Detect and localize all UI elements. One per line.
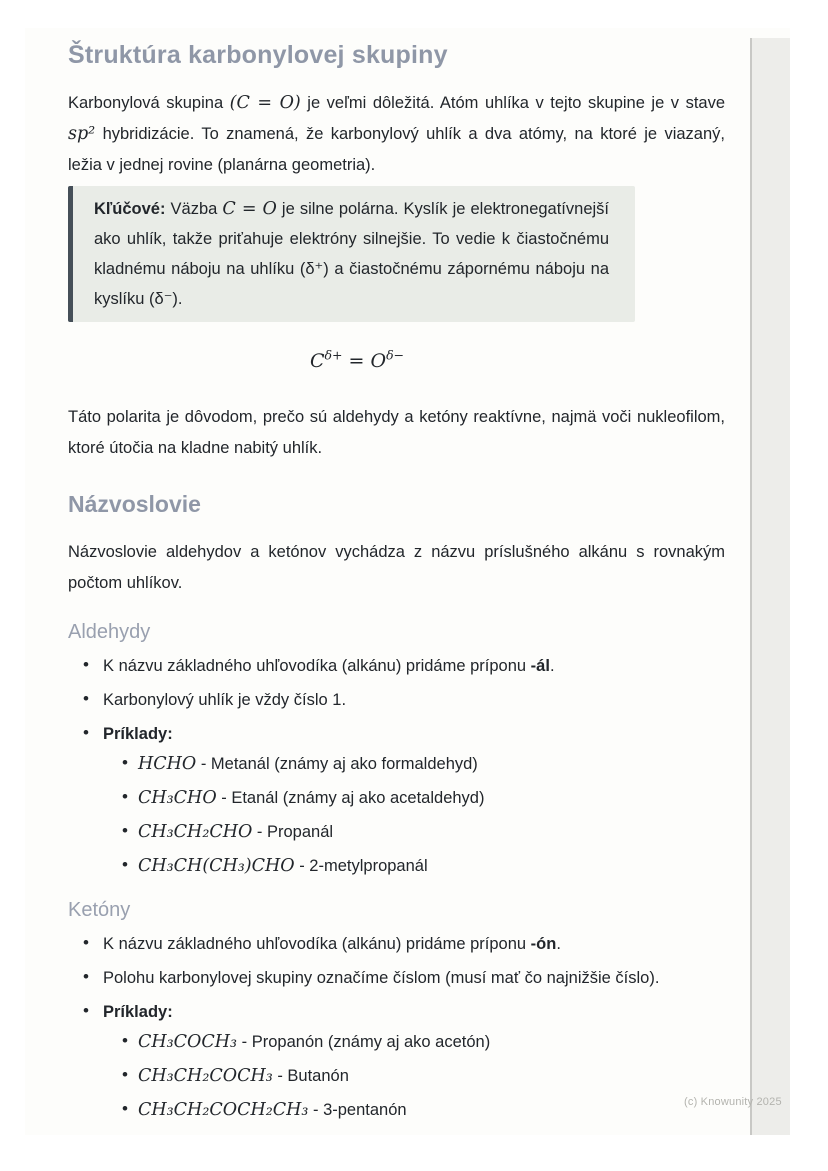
formula-equals: = bbox=[342, 350, 371, 372]
examples-label: Príklady: bbox=[103, 1003, 173, 1021]
example-desc: - Propanál bbox=[252, 823, 334, 841]
display-formula bbox=[68, 347, 646, 372]
example-desc: - Etanál (známy aj ako acetaldehyd) bbox=[216, 789, 485, 807]
list-item bbox=[105, 787, 725, 809]
list-item bbox=[68, 723, 725, 877]
list-item bbox=[105, 1099, 725, 1121]
aldehydy-examples-list bbox=[105, 753, 725, 877]
subsection-heading-aldehydy: Aldehydy bbox=[68, 621, 151, 643]
article-content bbox=[68, 40, 725, 1133]
list-item: • Karbonylový uhlík je vždy číslo 1. bbox=[68, 689, 725, 711]
list-item-text: . bbox=[556, 935, 561, 953]
example-desc: - Metanál (známy aj ako formaldehyd) bbox=[196, 755, 478, 773]
suffix-on: -ón bbox=[530, 935, 557, 953]
aldehydy-list bbox=[68, 655, 725, 877]
suffix-al: -ál bbox=[530, 657, 550, 675]
intro-text-pre: Karbonylová skupina bbox=[68, 94, 230, 112]
section-heading-nazvoslovie: Názvoslovie bbox=[68, 491, 201, 517]
polarity-paragraph: Táto polarita je dôvodom, prečo sú aldehydy a ketóny reaktívne, najmä voči nukleofilom, ktoré útočia na kladne nabitý uhlík. bbox=[68, 408, 725, 457]
formula-expression bbox=[309, 347, 405, 372]
example-desc: - 2-metylpropanál bbox=[294, 857, 428, 875]
nazvoslovie-paragraph: Názvoslovie aldehydov a ketónov vychádza z názvu príslušného alkánu s rovnakým počtom uhlíkov. bbox=[68, 543, 725, 592]
formula-delta-plus: δ+ bbox=[324, 347, 343, 363]
callout-label: Kľúčové: bbox=[94, 200, 166, 218]
subsection-heading-ketony: Ketóny bbox=[68, 899, 131, 921]
example-desc: - Butanón bbox=[272, 1067, 349, 1085]
callout-text-post: je silne polárna. Kyslík je elektronegatívnejší ako uhlík, takže priťahuje elektróny silnejšie. To vedie k čiastočnému kladnému náboju na uhlíku (δ⁺) a čiastočnému zápornému náboju na kyslíku (δ⁻). bbox=[94, 200, 609, 308]
formula-delta-minus: δ− bbox=[386, 347, 405, 363]
list-item bbox=[105, 1031, 725, 1053]
inline-formula-carbonyl: (C = O) bbox=[229, 93, 301, 113]
inline-formula-sp2: sp² bbox=[68, 124, 96, 144]
formula-oxygen: O bbox=[370, 350, 387, 372]
chem-formula: CH₃CH₂COCH₃ bbox=[138, 1066, 273, 1086]
list-item bbox=[105, 855, 725, 877]
list-item-text: . bbox=[549, 657, 555, 675]
callout-paragraph bbox=[94, 194, 609, 314]
chem-formula: CH₃CH(CH₃)CHO bbox=[138, 856, 295, 876]
list-item bbox=[68, 933, 725, 955]
list-item bbox=[105, 753, 725, 775]
chem-formula: CH₃COCH₃ bbox=[138, 1032, 238, 1052]
example-desc: - Propanón (známy aj ako acetón) bbox=[237, 1033, 491, 1051]
chem-formula: HCHO bbox=[138, 754, 197, 774]
list-item bbox=[68, 655, 725, 677]
document-card bbox=[25, 28, 790, 1135]
page-edge-strip bbox=[750, 38, 790, 1135]
callout-text-pre: Väzba bbox=[165, 200, 223, 218]
ketony-list bbox=[68, 933, 725, 1121]
list-item-text: K názvu základného uhľovodíka (alkánu) pridáme príponu bbox=[103, 935, 531, 953]
inline-formula-co-bond: C = O bbox=[222, 199, 277, 219]
key-callout bbox=[68, 186, 635, 322]
list-item-text: K názvu základného uhľovodíka (alkánu) pridáme príponu bbox=[103, 657, 531, 675]
intro-text-post: hybridizácie. To znamená, že karbonylový uhlík a dva atómy, na ktoré je viazaný, ležia v jednej rovine (planárna geometria). bbox=[68, 125, 725, 174]
copyright-watermark: (c) Knowunity 2025 bbox=[684, 1096, 782, 1108]
intro-text-mid: je veľmi dôležitá. Atóm uhlíka v tejto skupine je v stave bbox=[300, 94, 726, 112]
ketony-examples-list bbox=[105, 1031, 725, 1121]
chem-formula: CH₃CH₂CHO bbox=[138, 822, 253, 842]
list-item bbox=[105, 821, 725, 843]
page-title: Štruktúra karbonylovej skupiny bbox=[68, 41, 448, 69]
chem-formula: CH₃CH₂COCH₂CH₃ bbox=[138, 1100, 309, 1120]
list-item bbox=[105, 1065, 725, 1087]
formula-carbon: C bbox=[309, 350, 325, 372]
example-desc: - 3-pentanón bbox=[308, 1101, 407, 1119]
list-item: • Polohu karbonylovej skupiny označíme číslom (musí mať čo najnižšie číslo). bbox=[68, 967, 725, 989]
chem-formula: CH₃CHO bbox=[138, 788, 217, 808]
list-item bbox=[68, 1001, 725, 1121]
examples-label: Príklady: bbox=[103, 725, 173, 743]
intro-paragraph bbox=[68, 88, 725, 181]
